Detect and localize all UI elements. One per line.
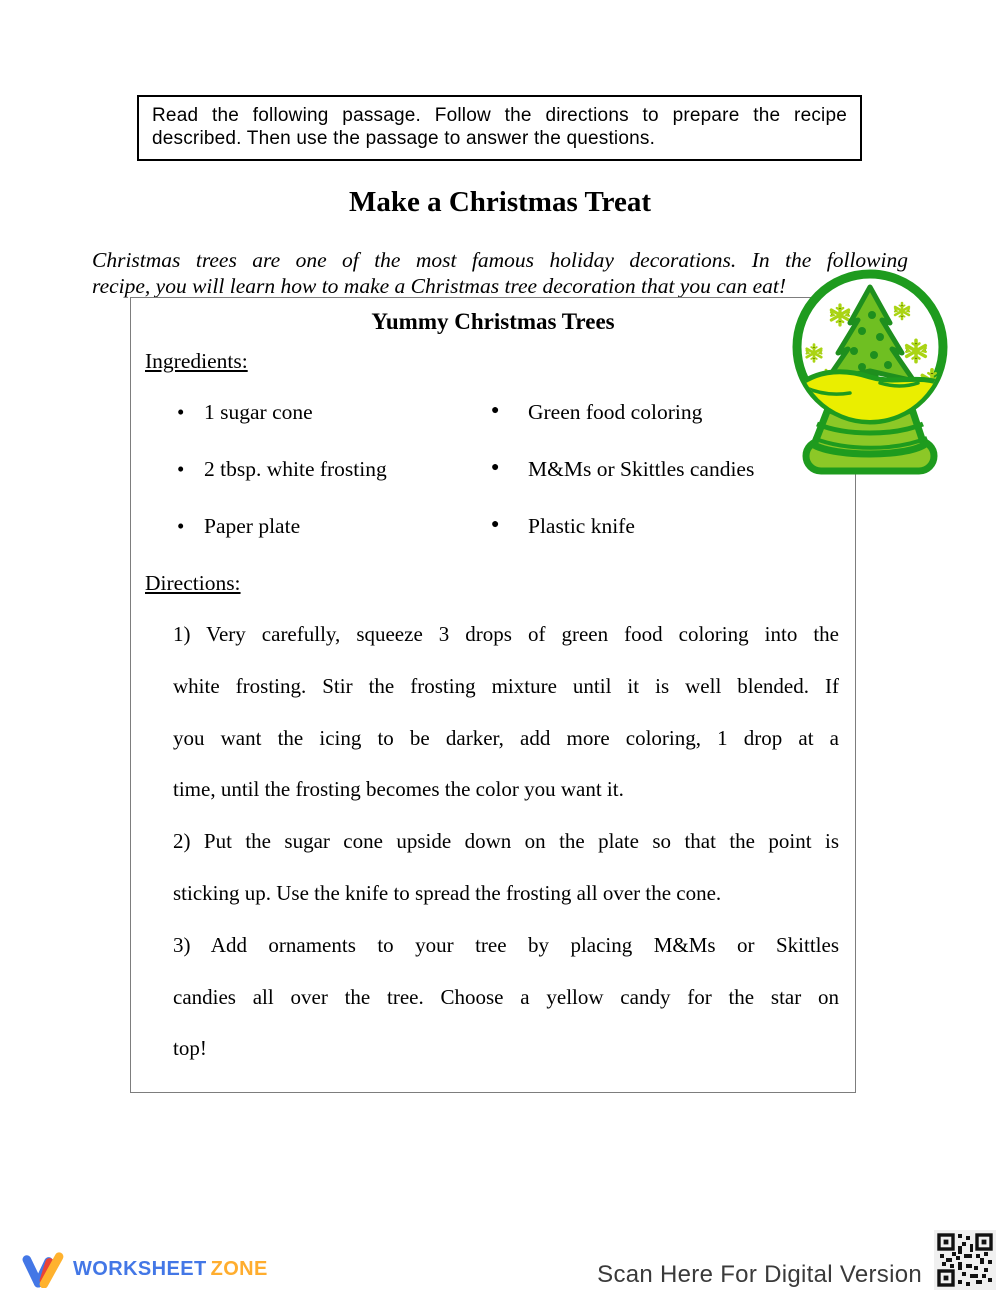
directions-text (173, 609, 839, 1075)
logo-word-worksheet: WORKSHEET (73, 1257, 207, 1280)
snow-globe-illustration (784, 263, 958, 479)
ingredient-item: • 2 tbsp. white frosting (177, 457, 387, 514)
recipe-heading: Yummy Christmas Trees (371, 309, 615, 334)
instruction-line: Read the following passage. Follow the directions to prepare the recipe (152, 105, 847, 126)
intro-line: Christmas trees are one of the most famous holiday decorations. In the following (92, 248, 908, 272)
direction-line: candies all over the tree. Choose a yellow candy for the star on (173, 984, 839, 1009)
logo-word-zone: ZONE (210, 1257, 268, 1280)
recipe-box (130, 297, 856, 1093)
direction-line: 3) Add ornaments to your tree by placing M&Ms or Skittles (173, 932, 839, 957)
direction-line: 1) Very carefully, squeeze 3 drops of green food coloring into the (173, 622, 839, 646)
direction-line: you want the icing to be darker, add more coloring, 1 drop at a (173, 725, 839, 750)
ingredient-item: • 1 sugar cone (177, 400, 387, 457)
ingredient-item: ● M&Ms or Skittles candies (491, 457, 754, 514)
ingredients-list-right (491, 400, 754, 571)
instruction-box (137, 95, 862, 161)
direction-line: top! (173, 1036, 207, 1061)
ingredient-item: ● Green food coloring (491, 400, 754, 457)
direction-step-2 (173, 816, 839, 920)
instruction-line: described. Then use the passage to answer the questions. (152, 128, 656, 149)
ingredient-item: • Paper plate (177, 514, 387, 571)
direction-line: time, until the frosting becomes the color you want it. (173, 777, 624, 802)
ingredients-label: Ingredients: (145, 349, 248, 373)
direction-step-1 (173, 609, 839, 816)
directions-label: Directions: (145, 571, 241, 595)
ingredients-list-left (177, 400, 387, 571)
qr-code (934, 1230, 996, 1290)
direction-line: 2) Put the sugar cone upside down on the plate so that the point is (173, 829, 839, 854)
direction-step-3 (173, 920, 839, 1075)
intro-line: recipe, you will learn how to make a Christmas tree decoration that you can eat! (92, 273, 787, 298)
direction-line: sticking up. Use the knife to spread the frosting all over the cone. (173, 880, 722, 905)
ingredient-item: ● Plastic knife (491, 514, 754, 571)
direction-line: white frosting. Stir the frosting mixture until it is well blended. If (173, 673, 839, 698)
worksheetzone-logo (20, 1250, 268, 1288)
scan-here-text: Scan Here For Digital Version (597, 1261, 922, 1288)
worksheetzone-logo-icon (20, 1250, 64, 1288)
page-title: Make a Christmas Treat (348, 186, 652, 218)
